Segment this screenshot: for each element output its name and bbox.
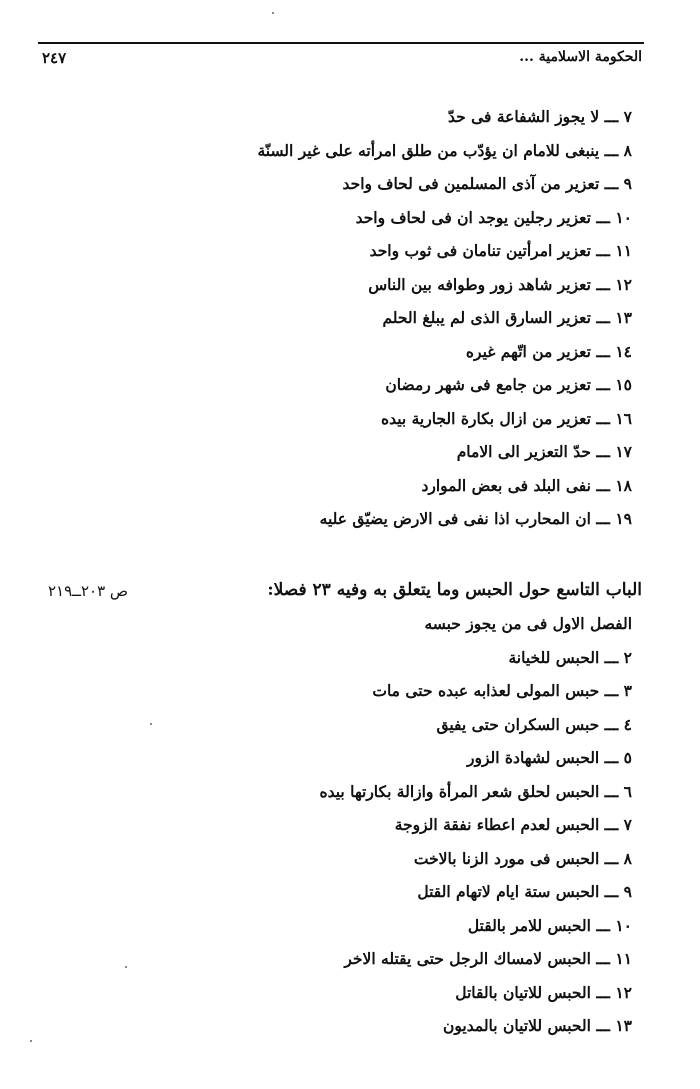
scan-speck xyxy=(272,12,274,14)
list-item: ٧ ـــ الحبس لعدم اعطاء نفقة الزوجة xyxy=(394,815,632,834)
list-item: ١٢ ـــ تعزير شاهد زور وطوافه بين الناس xyxy=(368,274,632,294)
list-item: ٥ ـــ الحبس لشهادة الزور xyxy=(466,748,632,767)
list-item: ٨ ـــ الحبس فى مورد الزنا بالاخت xyxy=(413,848,632,868)
list-item: ١٦ ـــ تعزير من ازال بكارة الجارية بيده xyxy=(380,408,632,428)
list-item: ١٢ ـــ الحبس للاتيان بالقاتل xyxy=(455,982,632,1002)
list-item: ١٤ ـــ تعزير من اتّهم غيره xyxy=(465,341,632,361)
scan-speck xyxy=(30,1040,32,1042)
list-item: ١٨ ـــ نفى البلد فى بعض الموارد xyxy=(421,475,632,495)
header-rule xyxy=(38,42,644,44)
list-item: ٧ ـــ لا يجوز الشفاعة فى حدّ xyxy=(447,107,632,126)
topic-list-1 xyxy=(257,100,632,536)
list-item: ١١ ـــ تعزير امرأتين تنامان فى ثوب واحد xyxy=(369,241,632,260)
list-item: ٤ ـــ حبس السكران حتى يفيق xyxy=(436,714,632,734)
page-number: ٢٤٧ xyxy=(42,49,67,67)
list-item: ٦ ـــ الحبس لحلق شعر المرأة وازالة بكارتها بيده xyxy=(319,781,632,801)
list-item: ١٠ ـــ تعزير رجلين يوجد ان فى لحاف واحد xyxy=(355,207,632,227)
list-item: ١٩ ـــ ان المحارب اذا نفى فى الارض يضيّق عليه xyxy=(319,509,632,528)
list-item: ١٠ ـــ الحبس للامر بالقتل xyxy=(467,915,632,935)
list-item: ٩ ـــ الحبس ستة ايام لاتهام القتل xyxy=(417,882,632,901)
scan-speck xyxy=(125,966,127,968)
list-item: ١٧ ـــ حدّ التعزير الى الامام xyxy=(456,442,632,461)
list-item: ٢ ـــ الحبس للخيانة xyxy=(508,647,632,667)
list-item: ١٣ ـــ الحبس للاتيان بالمديون xyxy=(443,1016,632,1035)
running-title: الحكومة الاسلامية ... xyxy=(519,49,642,65)
list-item: ٣ ـــ حبس المولى لعذابه عبده حتى مات xyxy=(372,681,632,700)
list-item: ١١ ـــ الحبس لامساك الرجل حتى يقتله الاخر xyxy=(344,949,632,968)
list-item: ٨ ـــ ينبغى للامام ان يؤدّب من طلق امرأته على غير السنّة xyxy=(257,140,632,160)
scan-speck xyxy=(150,723,152,725)
list-item: ١٥ ـــ تعزير من جامع فى شهر رمضان xyxy=(385,375,632,394)
topic-list-2 xyxy=(320,607,633,1043)
chapter-page-range: ص ٢٠٣ــ٢١٩ xyxy=(48,582,129,600)
list-item: ١٣ ـــ تعزير السارق الذى لم يبلغ الحلم xyxy=(382,308,632,327)
list-item: الفصل الاول فى من يجوز حبسه xyxy=(424,614,632,633)
list-item: ٩ ـــ تعزير من آذى المسلمين فى لحاف واحد xyxy=(342,174,632,193)
chapter-heading: الباب التاسع حول الحبس وما يتعلق به وفيه ٢٣ فصلا: xyxy=(267,580,642,600)
